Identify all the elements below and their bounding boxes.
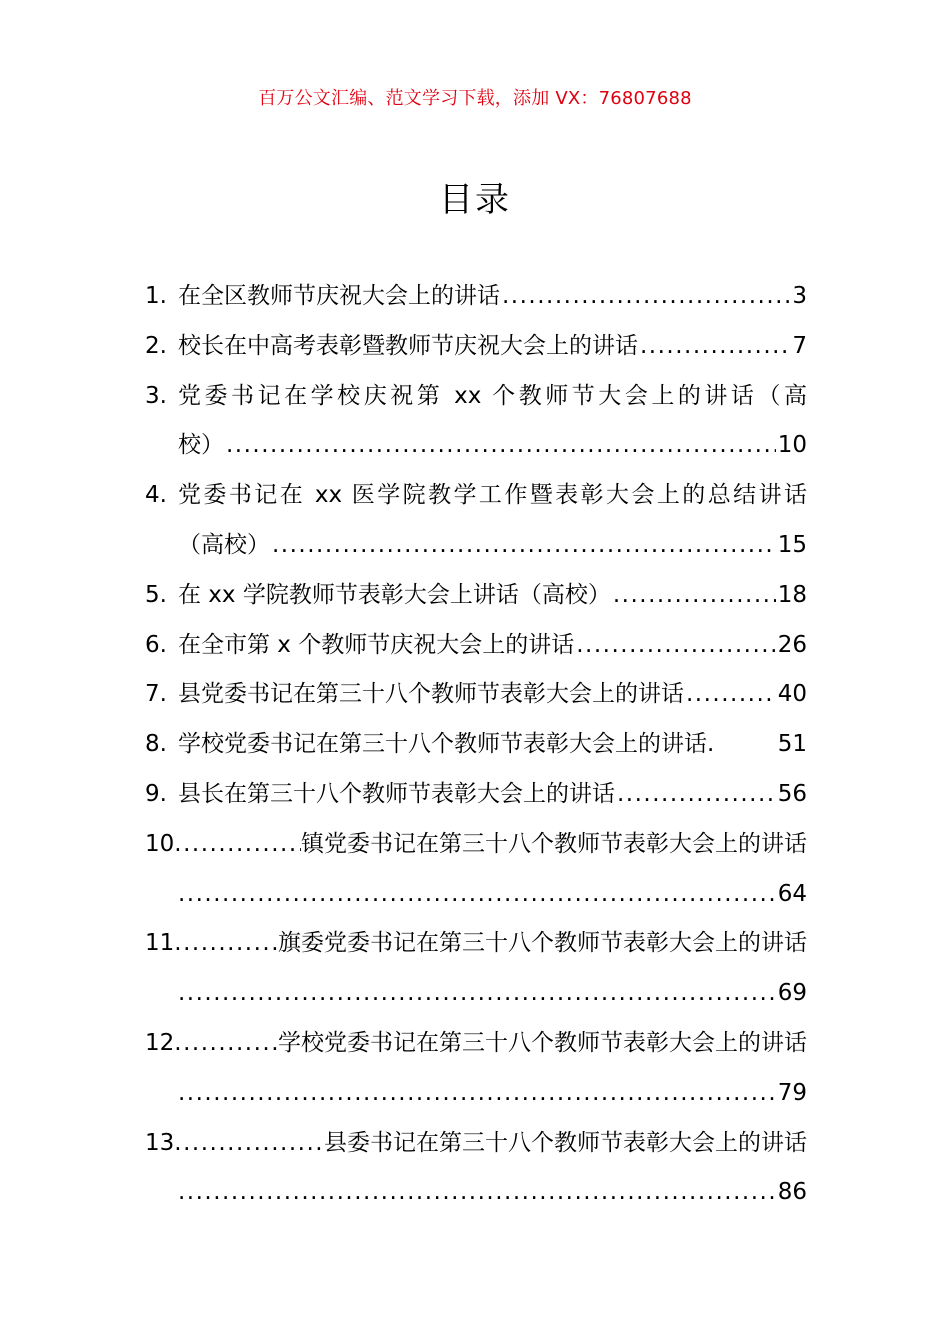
toc-entry-title: 学校党委书记在第三十八个教师节表彰大会上的讲话 <box>278 1029 807 1056</box>
toc-leader-dots <box>576 627 775 663</box>
toc-entry-13-line-1[interactable] <box>145 1125 807 1175</box>
toc-entry-page: 7 <box>792 332 807 359</box>
toc-entry-title-continued: （高校） <box>178 531 270 558</box>
toc-entry-page: 79 <box>777 1079 807 1106</box>
toc-entry-number: 1. <box>145 283 167 309</box>
toc-entry-number: 11 <box>145 930 175 957</box>
toc-leader-dots <box>613 577 776 613</box>
toc-entry-4-line-1[interactable] <box>145 477 807 527</box>
toc-leader-dots <box>178 876 776 912</box>
toc-entry-title: 在 xx 学院教师节表彰大会上讲话（高校） <box>178 581 611 608</box>
toc-entry-number: 9. <box>145 780 167 807</box>
toc-entry-8[interactable] <box>145 726 807 776</box>
toc-entry-number: 8. <box>145 731 167 758</box>
toc-entry-number: 6. <box>145 631 167 658</box>
toc-entry-page: 51 <box>777 731 807 758</box>
toc-leader-dots <box>174 1125 324 1161</box>
toc-entry-title: 县委书记在第三十八个教师节表彰大会上的讲话 <box>324 1129 807 1156</box>
toc-entry-5[interactable] <box>145 577 807 627</box>
toc-entry-11-line-1[interactable] <box>145 925 807 975</box>
toc-entry-title: 在全市第 x 个教师节庆祝大会上的讲话 <box>178 631 575 658</box>
toc-entry-page: 15 <box>777 531 807 558</box>
toc-entry-number: 12 <box>145 1029 175 1056</box>
toc-entry-3-line-2[interactable] <box>145 427 807 477</box>
toc-entry-number: 3. <box>145 382 167 409</box>
toc-entry-2[interactable] <box>145 328 807 378</box>
toc-leader-dots <box>502 278 790 314</box>
toc-entry-number: 4. <box>145 482 167 509</box>
toc-entry-11-line-2[interactable] <box>145 975 807 1025</box>
toc-entry-title: 党委书记在 xx 医学院教学工作暨表彰大会上的总结讲话 <box>178 482 807 509</box>
toc-entry-10-line-2[interactable] <box>145 876 807 926</box>
toc-entry-page: 56 <box>777 780 807 807</box>
toc-entry-page: 18 <box>777 581 807 608</box>
toc-entry-number: 2. <box>145 332 167 359</box>
toc-leader-dots <box>178 975 776 1011</box>
toc-entry-page: 40 <box>777 681 807 708</box>
toc-entry-number: 13 <box>145 1129 175 1156</box>
toc-leader-dots <box>272 527 776 563</box>
toc-entry-title: 学校党委书记在第三十八个教师节表彰大会上的讲话. <box>178 731 715 758</box>
toc-entry-title: 校长在中高考表彰暨教师节庆祝大会上的讲话 <box>178 332 638 359</box>
toc-entry-1[interactable] <box>145 278 807 328</box>
toc-entry-title: 镇党委书记在第三十八个教师节表彰大会上的讲话 <box>301 830 807 857</box>
toc-leader-dots <box>226 427 776 463</box>
toc-entry-page: 26 <box>777 631 807 658</box>
toc-leader-dots <box>178 1174 776 1210</box>
toc-entry-page: 3 <box>792 283 807 309</box>
toc-entry-page: 10 <box>777 432 807 459</box>
toc-leader-dots <box>178 1075 776 1111</box>
toc-entry-12-line-1[interactable] <box>145 1025 807 1075</box>
toc-entry-number: 10 <box>145 830 175 857</box>
toc-entry-4-line-2[interactable] <box>145 527 807 577</box>
toc-entry-3-line-1[interactable] <box>145 378 807 428</box>
table-of-contents <box>145 278 807 1224</box>
toc-leader-dots <box>174 826 301 862</box>
toc-entry-title: 旗委党委书记在第三十八个教师节表彰大会上的讲话 <box>278 930 807 957</box>
toc-entry-title: 在全区教师节庆祝大会上的讲话 <box>178 283 500 309</box>
toc-entry-number: 5. <box>145 581 167 608</box>
toc-entry-7[interactable] <box>145 676 807 726</box>
toc-entry-12-line-2[interactable] <box>145 1075 807 1125</box>
toc-entry-title: 党委书记在学校庆祝第 xx 个教师节大会上的讲话（高 <box>178 382 807 409</box>
toc-entry-title: 县党委书记在第三十八个教师节表彰大会上的讲话 <box>178 681 684 708</box>
toc-entry-page: 86 <box>777 1179 807 1206</box>
header-note: 百万公文汇编、范文学习下载，添加 VX：76807688 <box>258 88 692 109</box>
toc-entry-10-line-1[interactable] <box>145 826 807 876</box>
toc-entry-page: 64 <box>777 880 807 907</box>
toc-leader-dots <box>686 676 776 712</box>
toc-leader-dots <box>617 776 776 812</box>
toc-leader-dots <box>174 1025 278 1061</box>
toc-entry-13-line-2[interactable] <box>145 1174 807 1224</box>
toc-entry-page: 69 <box>777 980 807 1007</box>
toc-entry-9[interactable] <box>145 776 807 826</box>
toc-leader-dots <box>174 925 278 961</box>
page-title: 目录 <box>439 180 511 220</box>
toc-leader-dots <box>640 328 790 364</box>
toc-entry-title-continued: 校） <box>178 432 224 459</box>
toc-entry-title: 县长在第三十八个教师节表彰大会上的讲话 <box>178 780 615 807</box>
toc-entry-6[interactable] <box>145 627 807 677</box>
toc-entry-number: 7. <box>145 681 167 708</box>
